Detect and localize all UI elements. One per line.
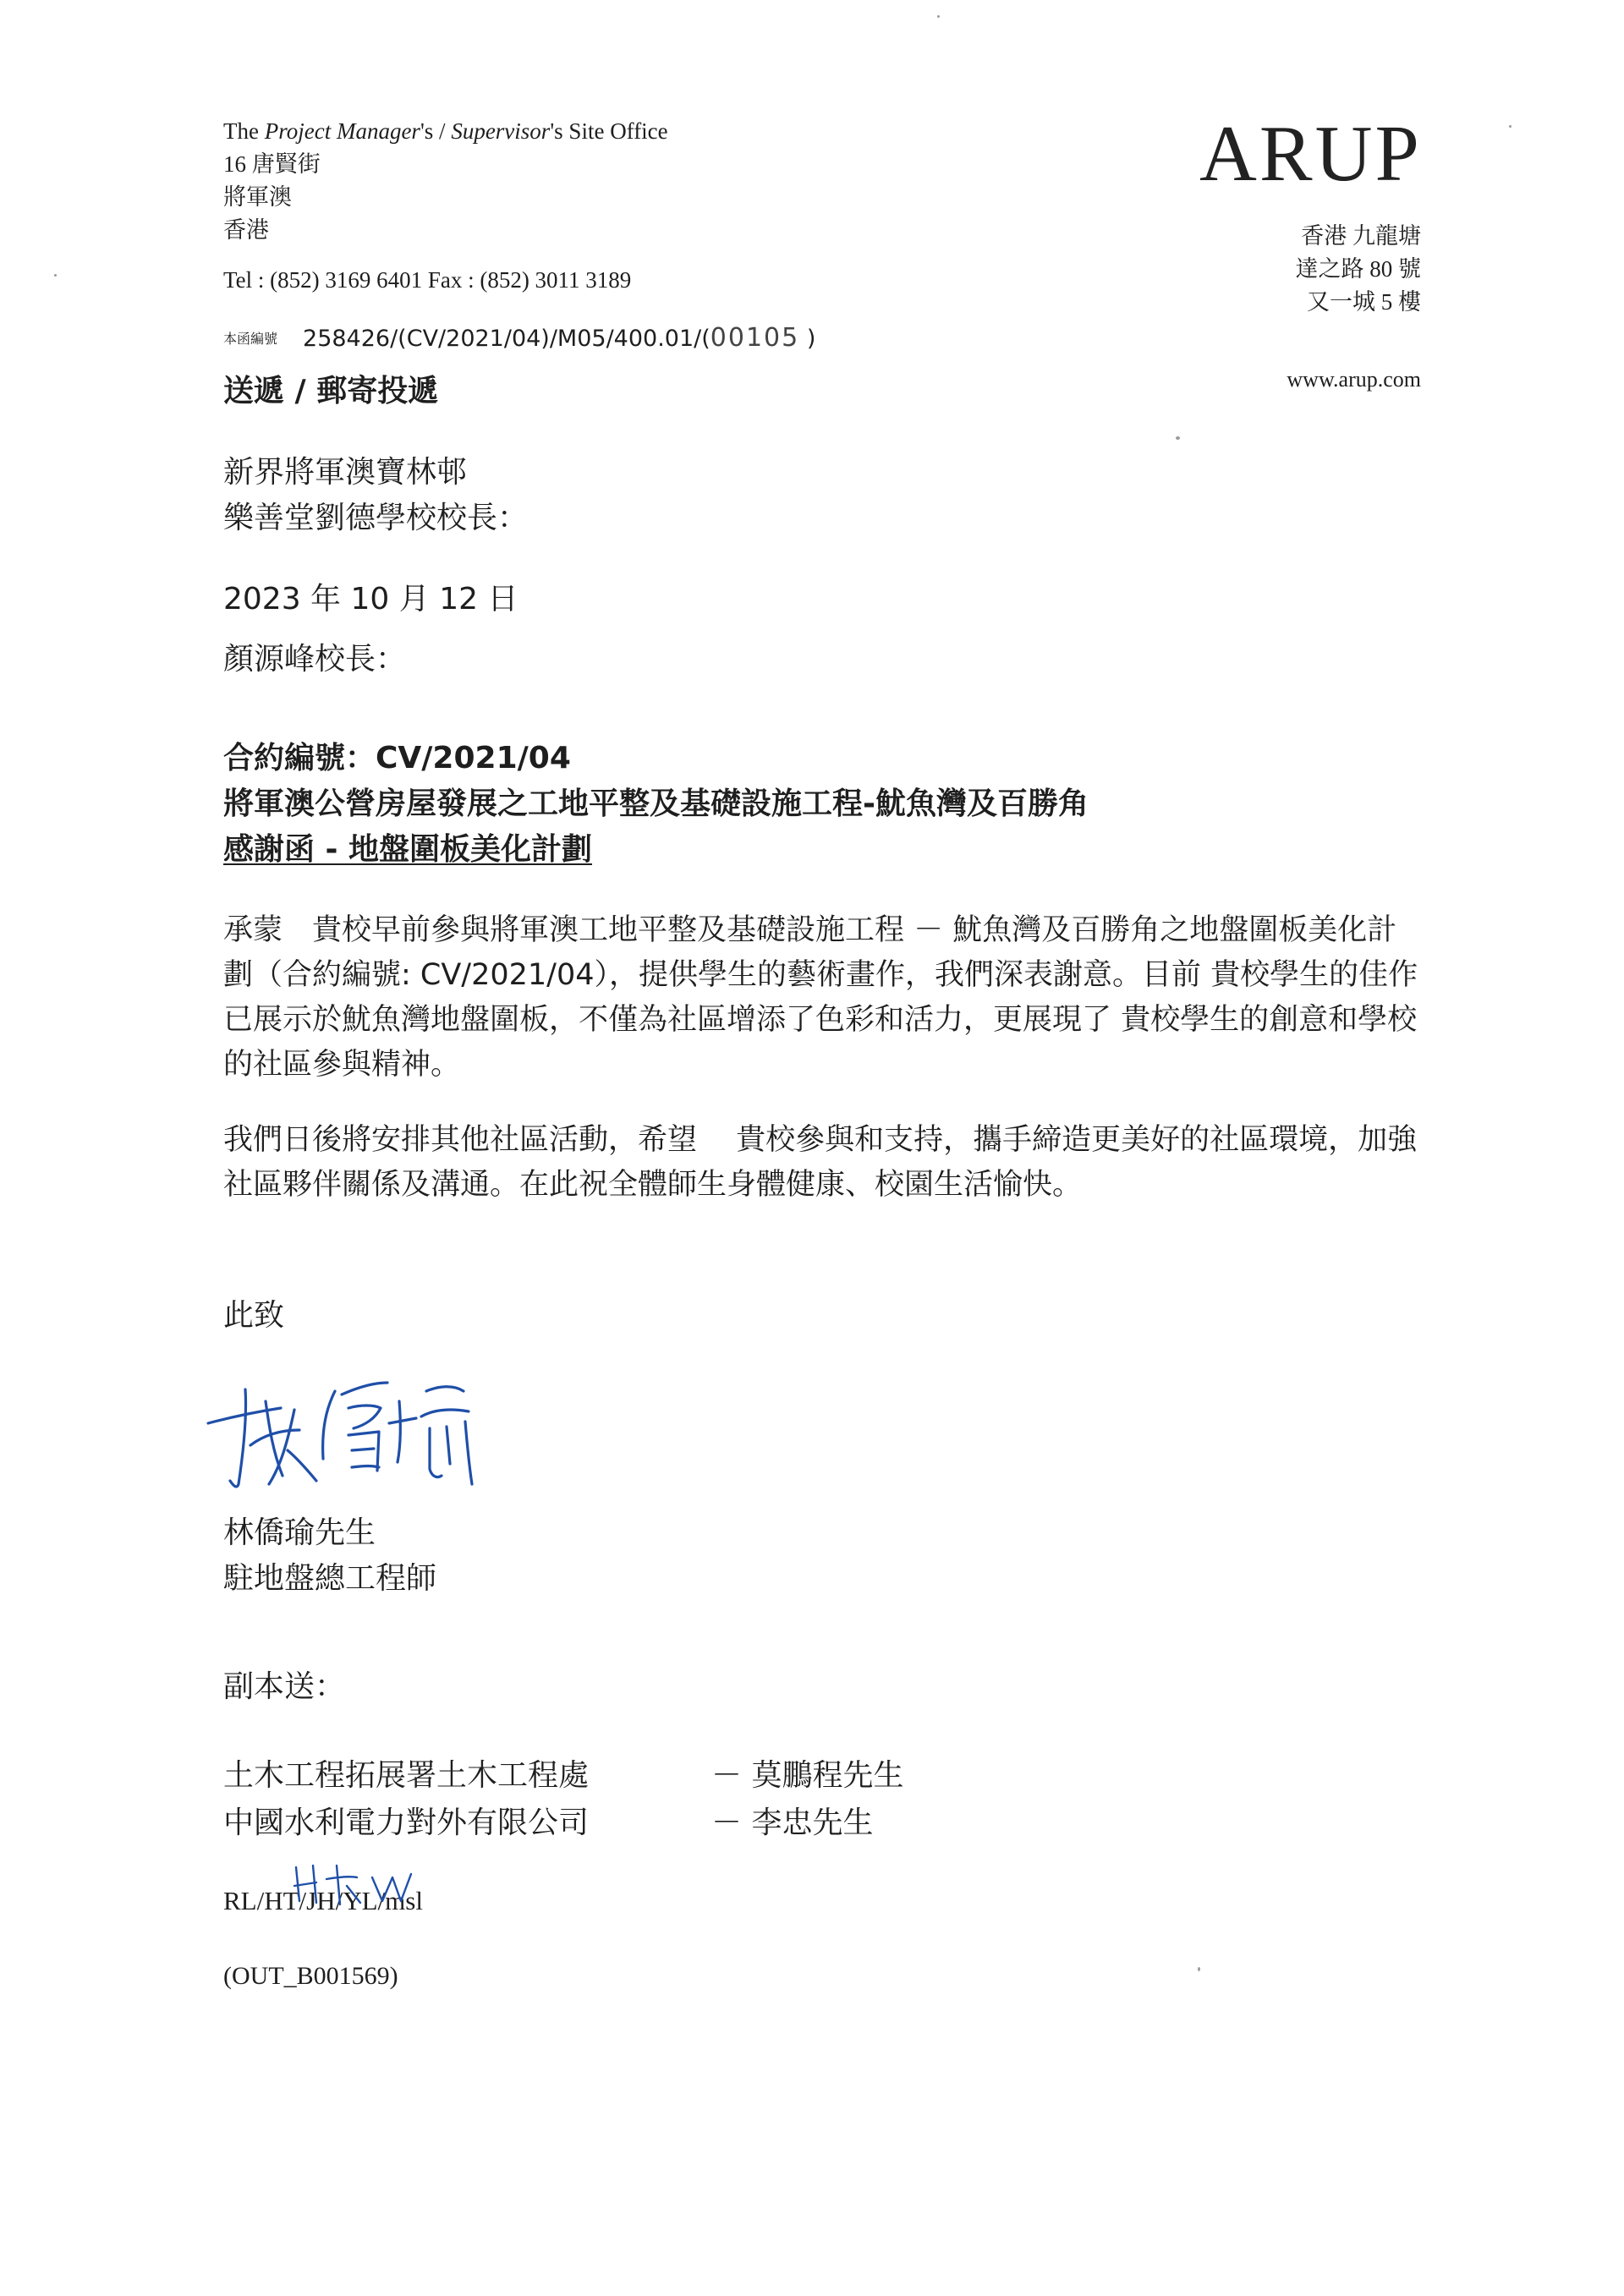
cc-label: 副本送： bbox=[223, 1669, 346, 1704]
scan-speck bbox=[54, 274, 57, 277]
cc-item bbox=[223, 1800, 903, 1847]
body-paragraph-1: 承蒙 貴校早前參與將軍澳工地平整及基礎設施工程 － 魷魚灣及百勝角之地盤圍板美化計劃（合約編號: CV/2021/04），提供學生的藝術畫作，我們深表謝意。目前 貴校學生的佳作已展示於魷魚灣地盤圍板，不僅為社區增添了色彩和活力，更展現了 貴校學生的創意和學校的社區參與精神。 bbox=[223, 913, 1418, 1082]
letter-date: 2023 年 10 月 12 日 bbox=[223, 582, 518, 616]
signatory-name: 林僑瑜先生 bbox=[223, 1515, 376, 1550]
cc-organization: 土木工程拓展署土木工程處 bbox=[223, 1758, 590, 1793]
scan-speck bbox=[1198, 1967, 1200, 1971]
site-office-address bbox=[223, 115, 668, 247]
cc-item bbox=[223, 1752, 903, 1800]
arup-address-line: 達之路 80 號 bbox=[1295, 256, 1421, 282]
project-title: 將軍澳公營房屋發展之工地平整及基礎設施工程-魷魚灣及百勝角 bbox=[223, 786, 1089, 821]
site-office-region: 香港 bbox=[223, 217, 269, 243]
body-paragraph-2: 我們日後將安排其他社區活動，希望 貴校參與和支持，攜手締造更美好的社區環境，加強社區夥伴關係及溝通。在此祝全體師生身體健康、校園生活愉快。 bbox=[223, 1123, 1418, 1202]
recipient-address: 新界將軍澳寶林邨 bbox=[223, 455, 468, 490]
signatory-block bbox=[223, 1510, 436, 1602]
arup-logo: ARUP bbox=[1199, 110, 1422, 198]
subject-block bbox=[223, 736, 1089, 873]
arup-address-line: 又一城 5 樓 bbox=[1307, 289, 1421, 315]
contact-numbers: Tel : (852) 3169 6401 Fax : (852) 3011 3189 bbox=[223, 267, 632, 293]
scan-speck bbox=[1176, 436, 1180, 440]
reference-initials: RL/HT/JH/YL/msl bbox=[223, 1886, 423, 1915]
reference-value: 258426/(CV/2021/04)/M05/400.01/( bbox=[303, 326, 710, 352]
outgoing-reference: (OUT_B001569) bbox=[223, 1962, 398, 1990]
scan-speck bbox=[937, 15, 940, 18]
handwritten-serial: 00105 bbox=[710, 323, 800, 353]
cc-organization: 中國水利電力對外有限公司 bbox=[223, 1806, 590, 1840]
letter-subject: 感謝函 - 地盤圍板美化計劃 bbox=[223, 832, 593, 867]
cc-person: － 李忠先生 bbox=[711, 1806, 874, 1840]
signatory-title: 駐地盤總工程師 bbox=[223, 1561, 437, 1596]
reference-number bbox=[223, 323, 815, 353]
contract-number: 合約編號：CV/2021/04 bbox=[223, 741, 571, 775]
site-office-street: 16 唐賢街 bbox=[223, 151, 321, 177]
delivery-method: 送遞 / 郵寄投遞 bbox=[223, 374, 439, 408]
site-office-title: The Project Manager's / Supervisor's Site Office bbox=[223, 118, 668, 144]
arup-website: www.arup.com bbox=[1287, 367, 1421, 392]
reference-close: ) bbox=[799, 326, 816, 352]
arup-address-line: 香港 九龍塘 bbox=[1301, 223, 1421, 249]
reference-label: 本函編號 bbox=[223, 331, 278, 347]
recipient-block bbox=[223, 450, 528, 541]
recipient-title: 樂善堂劉德學校校長： bbox=[223, 501, 529, 535]
closing: 此致 bbox=[223, 1298, 285, 1333]
handwritten-initials bbox=[288, 1860, 431, 1913]
cc-person: － 莫鵬程先生 bbox=[711, 1758, 904, 1793]
site-office-district: 將軍澳 bbox=[223, 184, 292, 210]
salutation: 顏源峰校長： bbox=[223, 642, 407, 677]
arup-address bbox=[1296, 220, 1422, 319]
handwritten-signature bbox=[200, 1357, 487, 1501]
cc-list bbox=[223, 1752, 903, 1847]
scan-speck bbox=[1509, 125, 1512, 128]
